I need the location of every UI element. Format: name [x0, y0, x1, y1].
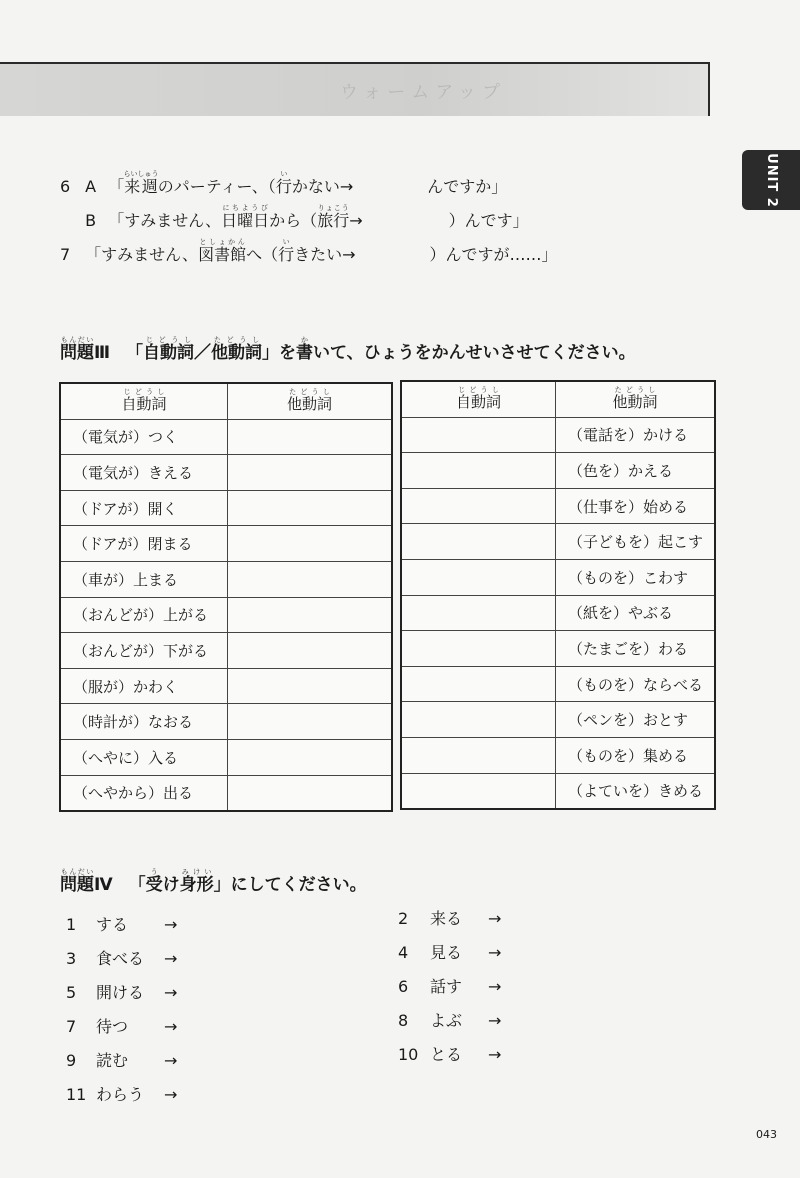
table-cell-transitive: （ものを）ならべる [555, 667, 714, 702]
table-answer-cell[interactable] [402, 418, 555, 453]
passive-item: 6 話す → [398, 977, 502, 996]
line-text: 「すみません、 [85, 245, 199, 264]
table-cell-intransitive: （車が）上まる [73, 570, 179, 589]
table-cell-intransitive: （電気が）きえる [73, 463, 194, 482]
ruby-word: 旅行りょこう [317, 204, 350, 230]
ruby-word: 図書館としょかん [198, 238, 247, 264]
line-number: 6 [60, 177, 71, 196]
table-cell-intransitive: （おんどが）上がる [73, 606, 209, 625]
passive-item: 5 開ける → [66, 983, 178, 1002]
section-4-title: 問題もんだいⅣ 「受うけ身形みけい」にしてください。 [60, 868, 367, 895]
exercise-line-6b [60, 204, 529, 231]
table-header-row [402, 382, 714, 417]
table-cell-transitive: （紙を）やぶる [555, 596, 714, 631]
table-cell-transitive: （ペンを）おとす [555, 702, 714, 737]
ruby-word: 行い [275, 170, 292, 196]
col-header-transitive: 他動詞たどうし [555, 382, 714, 417]
header-ghost-text: ウォームアップ [340, 82, 507, 103]
table-answer-cell[interactable] [227, 455, 391, 490]
ruby-word: 来週らいしゅう [123, 170, 159, 196]
line-text: 「すみません、 [108, 211, 222, 230]
header-band [0, 62, 710, 116]
table-cell-intransitive: （服が）かわく [73, 677, 179, 696]
table-cell-transitive: （たまごを）わる [555, 631, 714, 666]
passive-item: 8 よぶ → [398, 1011, 502, 1030]
ruby-word: 行い [278, 238, 295, 264]
col-header-transitive: 他動詞たどうし [227, 384, 391, 419]
passive-item: 1 する → [66, 915, 178, 934]
ruby-word: 日曜日にちようび [221, 204, 270, 230]
table-cell-intransitive: （時計が）なおる [73, 713, 194, 732]
table-answer-cell[interactable] [227, 562, 391, 597]
table-answer-cell[interactable] [402, 560, 555, 595]
table-answer-cell[interactable] [402, 774, 555, 809]
table-answer-cell[interactable] [227, 704, 391, 739]
line-number: 7 [60, 245, 71, 264]
passive-item: 4 見る → [398, 943, 502, 962]
line-text: 「 [108, 177, 125, 196]
exercise-line-6a [60, 170, 507, 197]
table-cell-intransitive: （ドアが）閉まる [73, 535, 193, 554]
line-text: のパーティー、（ [157, 177, 276, 196]
col-header-intransitive: 自動詞じどうし [455, 386, 501, 412]
table-cell-transitive: （子どもを）起こす [555, 524, 714, 559]
table-answer-cell[interactable] [227, 598, 391, 633]
speaker-label: B [85, 211, 97, 230]
table-cell-transitive: （ものを）こわす [555, 560, 714, 595]
table-answer-cell[interactable] [227, 776, 391, 811]
table-header-row [61, 384, 391, 419]
table-answer-cell[interactable] [227, 669, 391, 704]
speaker-label: A [85, 177, 97, 196]
table-answer-cell[interactable] [402, 702, 555, 737]
intransitive-table [59, 382, 393, 812]
exercise-line-7 [60, 238, 558, 265]
table-cell-transitive: （色を）かえる [555, 453, 714, 488]
table-cell-intransitive: （へやに）入る [73, 748, 179, 767]
transitive-table [400, 380, 716, 810]
table-answer-cell[interactable] [227, 526, 391, 561]
section-3-title: 問題もんだいⅢ 「自動詞じどうし／他動詞たどうし」を書かいて、ひょうをかんせいさせてください。 [60, 336, 636, 363]
line-text: から（ [269, 211, 318, 230]
table-cell-transitive: （仕事を）始める [555, 489, 714, 524]
line-text: きたい→ [294, 245, 356, 264]
table-answer-cell[interactable] [227, 420, 391, 455]
unit-tab-label: UNIT 2 [763, 152, 779, 208]
line-text: へ（ [246, 245, 279, 264]
table-answer-cell[interactable] [402, 596, 555, 631]
table-answer-cell[interactable] [402, 738, 555, 773]
table-answer-cell[interactable] [227, 633, 391, 668]
line-text: ）んです」 [448, 211, 529, 230]
line-text: んですか」 [427, 177, 508, 196]
page-number: 043 [756, 1128, 777, 1141]
table-cell-transitive: （ものを）集める [555, 738, 714, 773]
table-cell-intransitive: （へやから）出る [73, 784, 194, 803]
table-answer-cell[interactable] [227, 740, 391, 775]
passive-item: 11 わらう → [66, 1085, 178, 1104]
line-text: → [349, 211, 363, 230]
table-answer-cell[interactable] [402, 489, 555, 524]
table-cell-intransitive: （おんどが）下がる [73, 641, 209, 660]
passive-item: 10 とる → [398, 1045, 502, 1064]
table-answer-cell[interactable] [402, 453, 555, 488]
passive-item: 2 来る → [398, 909, 502, 928]
passive-item: 7 待つ → [66, 1017, 178, 1036]
table-cell-transitive: （よていを）きめる [555, 774, 714, 809]
table-answer-cell[interactable] [227, 491, 391, 526]
col-header-intransitive: 自動詞じどうし [121, 388, 167, 414]
passive-item: 9 読む → [66, 1051, 178, 1070]
passive-item: 3 食べる → [66, 949, 178, 968]
table-cell-intransitive: （電気が）つく [73, 428, 179, 447]
table-answer-cell[interactable] [402, 667, 555, 702]
table-answer-cell[interactable] [402, 631, 555, 666]
line-text: ）んですが……」 [429, 245, 558, 264]
unit-tab [742, 150, 800, 210]
table-cell-intransitive: （ドアが）開く [73, 499, 178, 518]
line-text: かない→ [291, 177, 354, 196]
table-answer-cell[interactable] [402, 524, 555, 559]
table-cell-transitive: （電話を）かける [555, 418, 714, 453]
